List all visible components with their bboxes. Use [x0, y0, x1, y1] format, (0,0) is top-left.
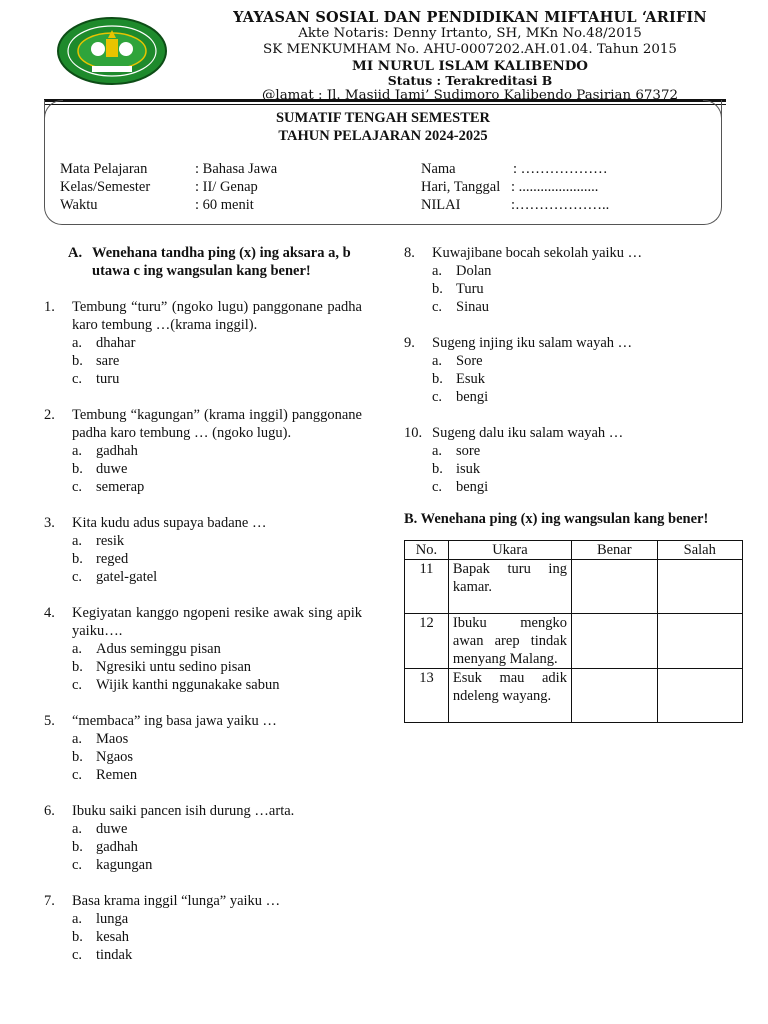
- answer-option[interactable]: [404, 298, 724, 316]
- question-item: [44, 514, 362, 586]
- option-text: dhahar: [96, 335, 136, 351]
- option-letter: b.: [432, 371, 443, 387]
- answer-option[interactable]: [44, 730, 362, 748]
- option-letter: b.: [72, 353, 83, 369]
- option-letter: a.: [72, 533, 83, 549]
- option-list: [44, 910, 362, 964]
- question-number: 3.: [44, 515, 55, 531]
- option-letter: c.: [432, 389, 443, 405]
- answer-option[interactable]: [404, 388, 724, 406]
- option-letter: a.: [72, 911, 83, 927]
- option-text: duwe: [96, 821, 128, 837]
- col-header-ukara: Ukara: [448, 541, 571, 560]
- statement-text: Ibuku mengko awan arep tindak menyang Malang.: [448, 614, 571, 669]
- answer-option[interactable]: [44, 910, 362, 928]
- option-text: isuk: [456, 461, 481, 477]
- answer-option[interactable]: [44, 568, 362, 586]
- option-text: gadhah: [96, 443, 138, 459]
- salah-answer-cell[interactable]: [657, 614, 742, 669]
- option-letter: b.: [72, 749, 83, 765]
- answer-option[interactable]: [44, 460, 362, 478]
- question-text: Ibuku saiki pancen isih durung …arta.: [72, 803, 295, 819]
- question-text: Sugeng dalu iku salam wayah …: [432, 425, 624, 441]
- option-list: [44, 334, 362, 388]
- question-number: 4.: [44, 605, 55, 621]
- option-text: bengi: [456, 479, 489, 495]
- answer-option[interactable]: [404, 352, 724, 370]
- option-letter: b.: [72, 461, 83, 477]
- option-list: [404, 442, 724, 496]
- notary-line: Akte Notaris: Denny Irtanto, SH, MKn No.48/2015: [298, 26, 642, 41]
- answer-option[interactable]: [44, 820, 362, 838]
- col-header-salah: Salah: [657, 541, 742, 560]
- answer-option[interactable]: [404, 280, 724, 298]
- school-logo-icon: [56, 16, 168, 86]
- question-list-right: [404, 244, 724, 496]
- table-row: [405, 614, 743, 669]
- option-letter: c.: [432, 479, 443, 495]
- section-b-heading: [404, 510, 724, 528]
- salah-answer-cell[interactable]: [657, 669, 742, 723]
- info-subject-value: : Bahasa Jawa: [195, 161, 278, 177]
- question-number: 5.: [44, 713, 55, 729]
- right-column: [404, 244, 724, 723]
- option-text: Remen: [96, 767, 138, 783]
- option-letter: c.: [72, 677, 83, 693]
- question-item: [44, 406, 362, 496]
- option-text: resik: [96, 533, 125, 549]
- option-text: gadhah: [96, 839, 138, 855]
- option-letter: a.: [72, 821, 83, 837]
- answer-option[interactable]: [44, 352, 362, 370]
- option-text: duwe: [96, 461, 128, 477]
- option-text: Adus seminggu pisan: [96, 641, 221, 657]
- question-number: 7.: [44, 893, 55, 909]
- letterhead: [0, 0, 768, 104]
- answer-option[interactable]: [44, 856, 362, 874]
- option-letter: a.: [72, 731, 83, 747]
- question-text: Kuwajibane bocah sekolah yaiku …: [432, 245, 643, 261]
- question-stem: [404, 334, 724, 352]
- question-item: [44, 604, 362, 694]
- option-letter: c.: [72, 569, 83, 585]
- accreditation-status: Status : Terakreditasi B: [387, 73, 553, 88]
- option-text: Maos: [96, 731, 129, 747]
- table-row: [405, 669, 743, 723]
- benar-answer-cell[interactable]: [571, 560, 657, 614]
- option-letter: c.: [432, 299, 443, 315]
- option-text: Sinau: [456, 299, 490, 315]
- section-a-heading: [44, 244, 362, 280]
- answer-option[interactable]: [44, 550, 362, 568]
- question-text: Basa krama inggil “lunga” yaiku …: [72, 893, 281, 909]
- option-letter: b.: [432, 461, 443, 477]
- info-score-label: NILAI: [421, 197, 461, 213]
- question-item: [44, 802, 362, 874]
- option-letter: a.: [432, 443, 443, 459]
- option-text: bengi: [456, 389, 489, 405]
- option-list: [44, 820, 362, 874]
- statement-text: Bapak turu ing kamar.: [448, 560, 571, 614]
- question-list-left: [44, 298, 362, 964]
- true-false-table: [404, 540, 743, 723]
- info-date-label: Hari, Tanggal: [421, 179, 501, 195]
- option-text: semerap: [96, 479, 145, 495]
- question-number: 6.: [44, 803, 55, 819]
- info-subject-label: Mata Pelajaran: [60, 161, 148, 177]
- question-stem: [404, 424, 724, 442]
- table-header-row: [405, 541, 743, 560]
- answer-option[interactable]: [44, 640, 362, 658]
- question-item: [44, 892, 362, 964]
- option-text: Turu: [456, 281, 484, 297]
- question-text: Tembung “kagungan” (krama inggil) panggonane padha karo tembung … (ngoko lugu).: [72, 407, 362, 441]
- option-text: kesah: [96, 929, 130, 945]
- table-row: [405, 560, 743, 614]
- option-letter: c.: [72, 371, 83, 387]
- section-b-letter: B.: [404, 511, 418, 527]
- answer-option[interactable]: [44, 676, 362, 694]
- letterhead-text: [180, 10, 760, 104]
- question-stem: [44, 802, 362, 820]
- option-text: reged: [96, 551, 129, 567]
- answer-option[interactable]: [44, 838, 362, 856]
- option-list: [44, 532, 362, 586]
- option-text: Esuk: [456, 371, 485, 387]
- answer-option[interactable]: [44, 748, 362, 766]
- question-item: [404, 334, 724, 406]
- section-a-letter: A.: [68, 245, 83, 261]
- question-item: [44, 298, 362, 388]
- question-stem: [44, 406, 362, 442]
- question-number: 9.: [404, 335, 415, 351]
- question-text: Tembung “turu” (ngoko lugu) panggonane padha karo tembung …(krama inggil).: [72, 299, 362, 333]
- benar-answer-cell[interactable]: [571, 614, 657, 669]
- info-score-value[interactable]: :………………..: [511, 197, 610, 213]
- info-time-value: : 60 menit: [195, 197, 254, 213]
- answer-option[interactable]: [44, 334, 362, 352]
- info-date-value[interactable]: : ......................: [511, 179, 599, 195]
- question-stem: [44, 712, 362, 730]
- statement-number: 12: [405, 614, 449, 669]
- statement-number: 11: [405, 560, 449, 614]
- option-list: [404, 262, 724, 316]
- statement-text: Esuk mau adik ndeleng wayang.: [448, 669, 571, 723]
- option-letter: b.: [72, 659, 83, 675]
- exam-title: SUMATIF TENGAH SEMESTER: [275, 110, 491, 126]
- answer-option[interactable]: [44, 370, 362, 388]
- question-item: [404, 244, 724, 316]
- answer-option[interactable]: [44, 442, 362, 460]
- option-text: Dolan: [456, 263, 492, 279]
- option-text: kagungan: [96, 857, 153, 873]
- answer-option[interactable]: [404, 460, 724, 478]
- question-item: [44, 712, 362, 784]
- school-name: MI NURUL ISLAM KALIBENDO: [352, 58, 588, 74]
- option-list: [404, 352, 724, 406]
- question-text: Kegiyatan kanggo ngopeni resike awak sing apik yaiku….: [72, 605, 362, 639]
- answer-option[interactable]: [404, 442, 724, 460]
- option-letter: c.: [72, 857, 83, 873]
- question-text: “membaca” ing basa jawa yaiku …: [72, 713, 277, 729]
- question-number: 1.: [44, 299, 55, 315]
- question-text: Kita kudu adus supaya badane …: [72, 515, 267, 531]
- question-item: [404, 424, 724, 496]
- statement-number: 13: [405, 669, 449, 723]
- question-number: 2.: [44, 407, 55, 423]
- answer-option[interactable]: [44, 946, 362, 964]
- answer-option[interactable]: [44, 478, 362, 496]
- col-header-benar: Benar: [571, 541, 657, 560]
- org-name: YAYASAN SOSIAL DAN PENDIDIKAN MIFTAHUL ‘ARIFIN: [233, 9, 707, 26]
- question-stem: [44, 892, 362, 910]
- school-address: @lamat : Jl. Masjid Jami’ Sudimoro Kalibendo Pasirian 67372: [262, 88, 678, 103]
- section-a-instruction: Wenehana tandha ping (x) ing aksara a, b utawa c ing wangsulan kang bener!: [92, 245, 351, 279]
- question-stem: [404, 244, 724, 262]
- question-text: Sugeng injing iku salam wayah …: [432, 335, 633, 351]
- benar-answer-cell[interactable]: [571, 669, 657, 723]
- option-text: tindak: [96, 947, 133, 963]
- question-stem: [44, 604, 362, 640]
- option-letter: b.: [72, 551, 83, 567]
- option-letter: c.: [72, 767, 83, 783]
- answer-option[interactable]: [404, 262, 724, 280]
- option-letter: c.: [72, 947, 83, 963]
- option-text: Sore: [456, 353, 483, 369]
- option-letter: c.: [72, 479, 83, 495]
- option-text: Wijik kanthi nggunakake sabun: [96, 677, 280, 693]
- option-letter: a.: [72, 443, 83, 459]
- option-text: Ngresiki untu sedino pisan: [96, 659, 252, 675]
- info-name-value[interactable]: : ………………: [513, 161, 608, 177]
- option-list: [44, 640, 362, 694]
- exam-info-box: [44, 100, 722, 225]
- option-letter: a.: [432, 353, 443, 369]
- option-text: sore: [456, 443, 481, 459]
- answer-option[interactable]: [44, 658, 362, 676]
- option-letter: a.: [432, 263, 443, 279]
- info-class-label: Kelas/Semester: [60, 179, 151, 195]
- question-number: 10.: [404, 425, 423, 441]
- info-name-label: Nama: [421, 161, 456, 177]
- option-letter: a.: [72, 335, 83, 351]
- option-list: [44, 442, 362, 496]
- option-letter: b.: [72, 839, 83, 855]
- exam-year: TAHUN PELAJARAN 2024-2025: [278, 128, 488, 144]
- option-list: [44, 730, 362, 784]
- question-stem: [44, 298, 362, 334]
- answer-option[interactable]: [404, 370, 724, 388]
- answer-option[interactable]: [44, 766, 362, 784]
- option-letter: a.: [72, 641, 83, 657]
- left-column: [44, 244, 362, 964]
- option-letter: b.: [72, 929, 83, 945]
- question-stem: [44, 514, 362, 532]
- salah-answer-cell[interactable]: [657, 560, 742, 614]
- info-time-label: Waktu: [60, 197, 98, 213]
- answer-option[interactable]: [44, 928, 362, 946]
- option-text: Ngaos: [96, 749, 134, 765]
- section-b-instruction: Wenehana ping (x) ing wangsulan kang bener!: [420, 511, 709, 527]
- answer-option[interactable]: [44, 532, 362, 550]
- info-class-value: : II/ Genap: [195, 179, 258, 195]
- question-number: 8.: [404, 245, 415, 261]
- col-header-no: No.: [405, 541, 449, 560]
- option-text: sare: [96, 353, 120, 369]
- option-text: gatel-gatel: [96, 569, 158, 585]
- answer-option[interactable]: [404, 478, 724, 496]
- option-text: turu: [96, 371, 120, 387]
- option-letter: b.: [432, 281, 443, 297]
- option-text: lunga: [96, 911, 129, 927]
- decree-line: SK MENKUMHAM No. AHU-0007202.AH.01.04. Tahun 2015: [263, 42, 677, 57]
